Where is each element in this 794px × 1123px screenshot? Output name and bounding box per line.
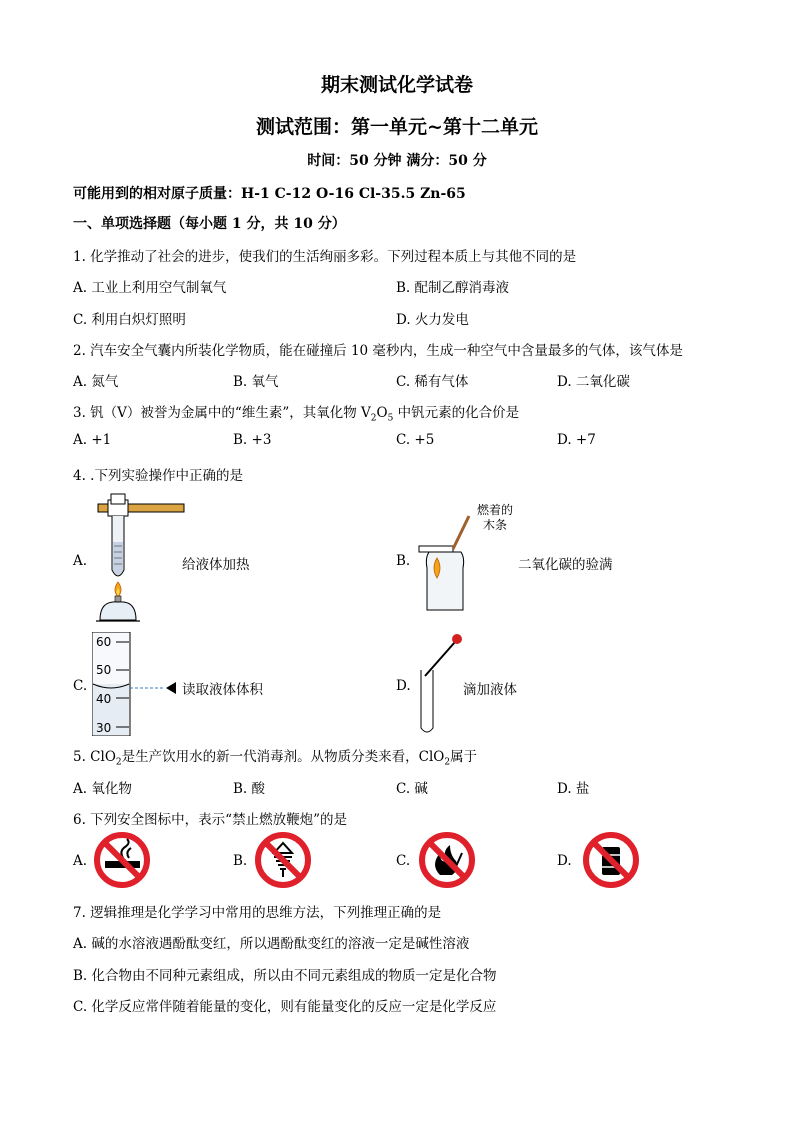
b-label-line1: 燃着的 — [477, 503, 514, 517]
q3-option-d[interactable]: D. +7 — [557, 432, 596, 448]
tick-60: 60 — [96, 635, 112, 649]
q2-option-c[interactable]: C. 稀有气体 — [396, 374, 469, 390]
question-5-stem: 5. ClO$_2$是生产饮用水的新一代消毒剂。从物质分类来看，ClO$_2$属于 — [73, 749, 478, 768]
dropping-liquid-illustration — [415, 632, 465, 738]
tick-30: 30 — [96, 721, 112, 735]
test-scope: 测试范围：第一单元~第十二单元 — [256, 116, 538, 138]
no-open-flame-sign-icon — [418, 831, 476, 889]
no-flammable-storage-sign-icon — [582, 831, 640, 889]
question-4-stem: 4. .下列实验操作中正确的是 — [73, 468, 243, 484]
q1-option-d[interactable]: D. 火力发电 — [396, 312, 469, 328]
q4-option-a-label: 给液体加热 — [182, 557, 250, 573]
q4-option-b-label: 二氧化碳的验满 — [518, 557, 613, 573]
q2-option-b[interactable]: B. 氧气 — [233, 374, 279, 390]
section-heading: 一、单项选择题（每小题 1 分，共 10 分） — [73, 216, 346, 232]
q4-option-c[interactable]: C. — [73, 678, 88, 694]
question-1-stem: 1. 化学推动了社会的进步，使我们的生活绚丽多彩。下列过程本质上与其他不同的是 — [73, 249, 577, 265]
q5-option-b[interactable]: B. 酸 — [233, 781, 266, 797]
q7-option-b[interactable]: B. 化合物由不同种元素组成，所以由不同元素组成的物质一定是化合物 — [73, 968, 497, 984]
q7-option-a[interactable]: A. 碱的水溶液遇酚酞变红，所以遇酚酞变红的溶液一定是碱性溶液 — [73, 936, 470, 952]
q2-option-d[interactable]: D. 二氧化碳 — [557, 374, 630, 390]
question-6-stem: 6. 下列安全图标中，表示“禁止燃放鞭炮”的是 — [73, 812, 347, 828]
q4-option-a[interactable]: A. — [73, 553, 88, 569]
q1-option-a[interactable]: A. 工业上利用空气制氧气 — [73, 280, 227, 296]
co2-test-illustration — [415, 498, 525, 616]
page-title: 期末测试化学试卷 — [320, 74, 473, 96]
question-7-stem: 7. 逻辑推理是化学学习中常用的思维方法，下列推理正确的是 — [73, 905, 442, 921]
q1-option-c[interactable]: C. 利用白炽灯照明 — [73, 312, 186, 328]
q6-option-a[interactable]: A. — [73, 853, 88, 869]
q4-option-c-label: 读取液体体积 — [182, 682, 263, 698]
eye-icon — [166, 682, 176, 694]
question-3-stem: 3. 钒（V）被誉为金属中的“维生素”，其氧化物 $V_2O_5$ 中钒元素的化合价是 — [73, 405, 520, 424]
b-label-line2: 木条 — [483, 518, 508, 532]
reading-volume-illustration — [92, 632, 182, 736]
q3-option-b[interactable]: B. +3 — [233, 432, 272, 448]
q6-option-b[interactable]: B. — [233, 853, 248, 869]
time-info: 时间：50 分钟 满分：50 分 — [307, 153, 487, 169]
q5-option-a[interactable]: A. 氧化物 — [73, 781, 132, 797]
tick-40: 40 — [96, 692, 112, 706]
q5-option-c[interactable]: C. 碱 — [396, 781, 428, 797]
q4-option-d-label: 滴加液体 — [463, 682, 517, 698]
q2-option-a[interactable]: A. 氮气 — [73, 374, 119, 390]
q4-option-b[interactable]: B. — [396, 553, 411, 569]
tick-50: 50 — [96, 663, 112, 677]
question-2-stem: 2. 汽车安全气囊内所装化学物质，能在碰撞后 10 毫秒内，生成一种空气中含量最多的气体，该气体是 — [73, 343, 683, 359]
q4-option-d[interactable]: D. — [396, 678, 411, 694]
q6-option-c[interactable]: C. — [396, 853, 411, 869]
q6-option-d[interactable]: D. — [557, 853, 572, 869]
atomic-masses: 可能用到的相对原子质量：H-1 C-12 O-16 Cl-35.5 Zn-65 — [73, 186, 466, 202]
q3-option-a[interactable]: A. +1 — [73, 432, 112, 448]
no-smoking-sign-icon — [93, 831, 151, 889]
heating-liquid-illustration — [92, 492, 187, 627]
q1-option-b[interactable]: B. 配制乙醇消毒液 — [396, 280, 510, 296]
no-firecrackers-sign-icon — [254, 831, 312, 889]
q5-option-d[interactable]: D. 盐 — [557, 781, 590, 797]
q7-option-c[interactable]: C. 化学反应常伴随着能量的变化，则有能量变化的反应一定是化学反应 — [73, 999, 497, 1015]
q3-option-c[interactable]: C. +5 — [396, 432, 435, 448]
